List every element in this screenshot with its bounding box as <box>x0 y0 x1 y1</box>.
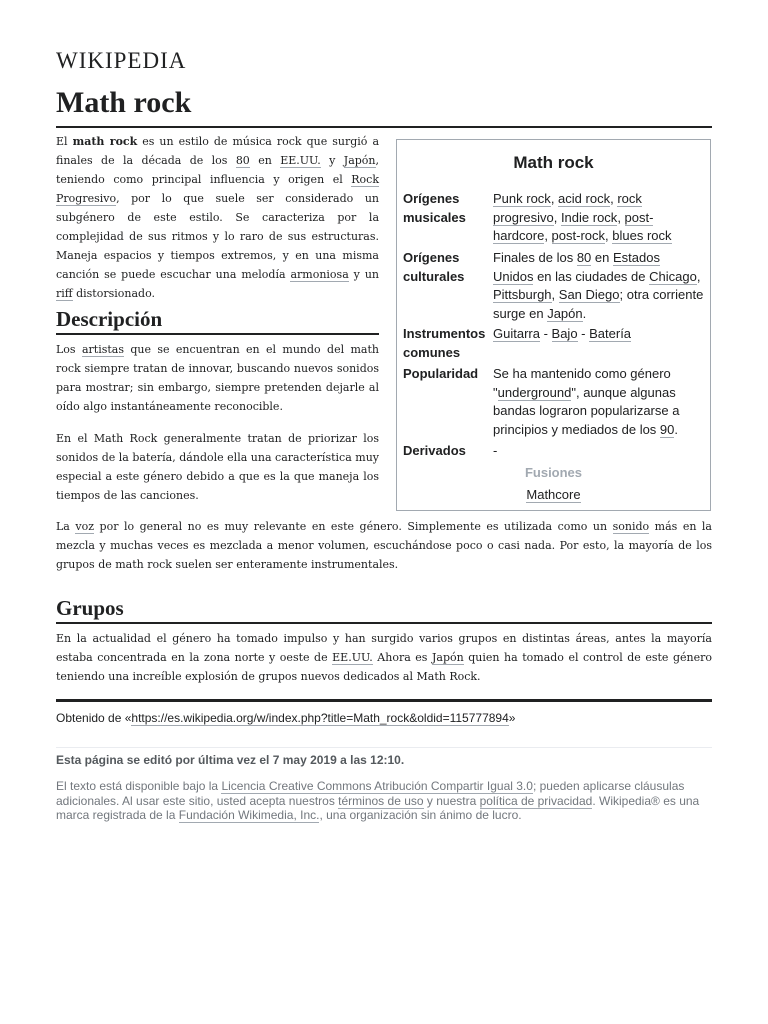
desc-text: La <box>56 520 76 533</box>
separator: , <box>553 209 561 225</box>
infobox-label: Popularidad <box>403 366 479 381</box>
footer-thin-divider <box>56 747 712 748</box>
infobox-label: Orígenes musicales <box>403 191 466 225</box>
link-estados-unidos[interactable]: Estados Unidos <box>493 250 660 284</box>
infobox-row-derivados <box>403 442 704 461</box>
descripcion-paragraph-2: En el Math Rock generalmente tratan de priorizar los sonidos de la batería, dándole ella una característica muy especial a este género debido a que es la que maneja los tiempos de las canciones. <box>56 432 379 502</box>
infobox-value <box>493 325 704 362</box>
link-sonido[interactable]: sonido <box>612 520 650 533</box>
obtenido-prefix: Obtenido de « <box>56 711 132 725</box>
link-wikimedia-foundation[interactable]: Fundación Wikimedia, Inc. <box>178 808 320 822</box>
desc-text: por lo general no es muy relevante en este género. Simplemente es utilizada como un <box>94 520 613 533</box>
obtenido-suffix: » <box>508 711 516 725</box>
infobox-fusiones-label: Fusiones <box>524 465 583 480</box>
text: Se ha mantenido como género " <box>493 366 671 400</box>
infobox-fusiones-value <box>397 486 710 505</box>
link-bajo[interactable]: Bajo <box>551 326 578 341</box>
intro-text: El <box>56 135 73 148</box>
link-permanent-url[interactable]: https://es.wikipedia.org/w/index.php?title=Math_rock&oldid=115777894 <box>131 711 509 725</box>
intro-bold-term: math rock <box>72 135 138 148</box>
text: ; otra corriente surge en <box>493 287 704 321</box>
link-80[interactable]: 80 <box>576 250 592 265</box>
page-title: Math rock <box>56 80 712 128</box>
footer-divider <box>56 699 712 702</box>
text: en las ciudades de <box>533 268 650 284</box>
infobox-label: Orígenes culturales <box>403 250 465 284</box>
infobox-label: Instrumentos comunes <box>403 326 486 360</box>
separator: , <box>696 268 701 284</box>
license-text: , una organización sin ánimo de lucro. <box>319 808 522 822</box>
link-bateria[interactable]: Batería <box>589 326 632 341</box>
license-text: El texto está disponible bajo la <box>56 779 222 793</box>
grupos-text: Ahora es <box>372 651 432 664</box>
license-text: ; pueden aplicarse cláusulas adicionales. Al usar este sitio, usted acepta nuestros <box>56 779 685 808</box>
link-japon[interactable]: Japón <box>343 154 376 167</box>
wikipedia-wordmark[interactable]: WIKIPEDIA <box>56 48 187 73</box>
infobox-value: - <box>493 443 498 458</box>
link-voz[interactable]: voz <box>75 520 95 533</box>
link-license[interactable]: Licencia Creative Commons Atribución Compartir Igual 3.0 <box>221 779 533 793</box>
infobox-row-origenes-musicales <box>403 190 704 246</box>
descripcion-paragraph-3 <box>56 517 712 574</box>
infobox-row-instrumentos <box>403 325 704 362</box>
obtenido-de <box>56 711 712 725</box>
desc-text: más en la mezcla y muchas veces es mezclada a menor volumen, escuchándose poco o casi nada. Por esto, la mayoría de los grupos de math rock suelen ser enteramente instrumentales. <box>56 520 712 571</box>
link-post-rock[interactable]: post-rock <box>551 228 606 243</box>
infobox-value <box>493 249 704 323</box>
descripcion-paragraph-1 <box>56 340 379 416</box>
link-acid-rock[interactable]: acid rock <box>558 191 611 206</box>
link-punk-rock[interactable]: Punk rock <box>493 191 551 206</box>
link-mathcore[interactable]: Mathcore <box>526 487 581 502</box>
heading-grupos: Grupos <box>56 594 712 624</box>
last-edit-notice: Esta página se editó por última vez el 7 may 2019 a las 12:10. <box>56 753 405 767</box>
link-chicago[interactable]: Chicago <box>649 268 697 284</box>
separator: , <box>551 287 559 302</box>
intro-text: en <box>249 154 281 167</box>
separator: , <box>544 228 552 243</box>
heading-descripcion: Descripción <box>56 305 379 335</box>
infobox-value <box>493 190 704 246</box>
text: ", aunque algunas bandas lograron popularizarse a principios y mediados de los <box>493 384 680 437</box>
link-guitarra[interactable]: Guitarra <box>493 326 540 341</box>
intro-text: y <box>320 154 344 167</box>
intro-text: distorsionado. <box>72 287 155 300</box>
separator: - <box>539 326 552 341</box>
intro-text: y un <box>348 268 379 281</box>
link-privacy-policy[interactable]: política de privacidad <box>479 793 593 808</box>
grupos-paragraph <box>56 629 712 686</box>
infobox <box>396 139 711 511</box>
intro-text: , teniendo como principal influencia y origen el <box>56 154 379 186</box>
link-pittsburgh[interactable]: Pittsburgh <box>493 287 552 302</box>
link-san-diego[interactable]: San Diego <box>558 287 620 302</box>
link-riff[interactable]: riff <box>56 287 73 300</box>
link-indie-rock[interactable]: Indie rock <box>560 209 618 225</box>
desc-text: Los <box>56 343 82 356</box>
separator: , <box>610 191 618 206</box>
link-blues-rock[interactable]: blues rock <box>612 228 672 243</box>
intro-text: es un estilo de música rock que surgió a finales de la década de los <box>56 135 379 167</box>
separator: , <box>605 228 613 243</box>
link-80[interactable]: 80 <box>235 154 250 167</box>
grupos-text: quien ha tomado el control de este género teniendo una increíble explosión de grupos nuevos dedicados al Math Rock. <box>56 651 712 683</box>
grupos-text: En la actualidad el género ha tomado impulso y han surgido varios grupos en distintas áreas, antes la mayoría estaba concentrada en la zona norte y oeste de <box>56 632 712 664</box>
link-eeuu[interactable]: EE.UU. <box>280 154 321 167</box>
link-japon[interactable]: Japón <box>432 651 464 664</box>
link-rock-progresivo[interactable]: rock progresivo <box>493 191 642 225</box>
license-text: . Wikipedia® es una marca registrada de la <box>56 793 700 822</box>
separator: - <box>577 326 590 341</box>
infobox-value <box>493 365 704 439</box>
text: . <box>582 305 587 321</box>
infobox-row-origenes-culturales <box>403 249 704 323</box>
link-artistas[interactable]: artistas <box>81 343 124 356</box>
text: Finales de los <box>493 250 577 265</box>
intro-text: , por lo que suele ser considerado un subgénero de este estilo. Se caracteriza por la complejidad de sus ritmos y lo raro de sus estructuras. Maneja espacios y tiempos extremos, y en una misma canción se puede escuchar una melodía <box>56 192 379 281</box>
link-90[interactable]: 90 <box>659 421 675 437</box>
link-japon[interactable]: Japón <box>547 305 583 321</box>
link-rock-progresivo[interactable]: Rock Progresivo <box>56 173 379 205</box>
separator: , <box>550 191 559 206</box>
infobox-row-popularidad <box>403 365 704 439</box>
license-notice <box>56 779 712 823</box>
separator: , <box>617 209 625 225</box>
infobox-label: Derivados <box>403 443 466 458</box>
link-terms-of-use[interactable]: términos de uso <box>338 793 424 808</box>
desc-text: que se encuentran en el mundo del math rock siempre tratan de innovar, buscando nuevos sonidos para mostrar; sin embargo, siempre pretenden dejarle al oído algo instantáneamente reconocible. <box>56 343 379 413</box>
infobox-title: Math rock <box>513 153 594 172</box>
link-post-hardcore[interactable]: post-hardcore <box>493 209 654 243</box>
link-underground[interactable]: underground <box>497 384 572 400</box>
license-text: y nuestra <box>423 793 480 808</box>
text: . <box>674 421 679 437</box>
intro-paragraph <box>56 132 379 303</box>
link-armoniosa[interactable]: armoniosa <box>290 268 349 281</box>
text: en <box>591 250 613 265</box>
link-eeuu[interactable]: EE.UU. <box>332 651 373 664</box>
